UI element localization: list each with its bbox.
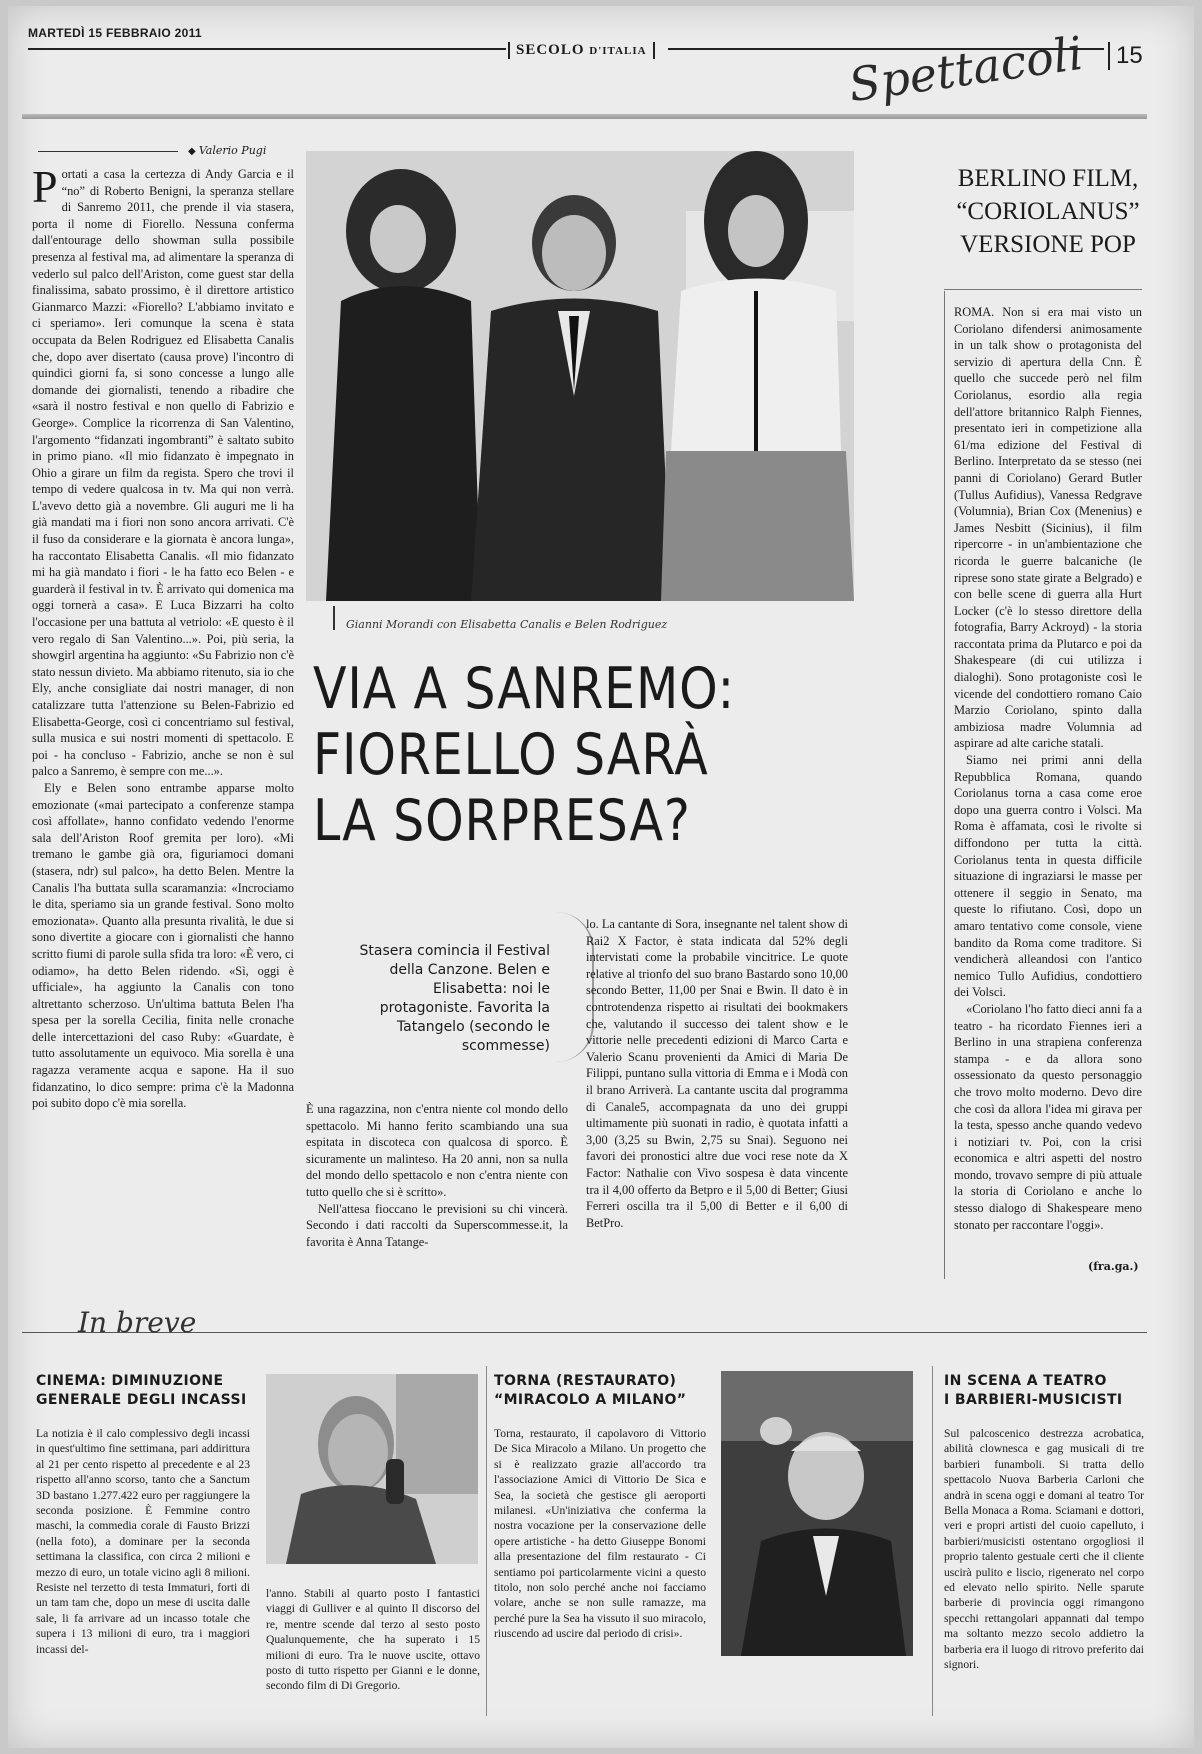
side-signature: (fra.ga.) xyxy=(1088,1260,1139,1273)
paragraph: Ely e Belen sono entrambe apparse molto emozionate («mai partecipato a conferenze stampa così affollate», hanno confidato vedendo l'enorme sala dell'Ariston Roof gremita per loro). «Mi tremano le gambe già ora, figuriamoci domani (stasera, ndr) sul palco», ha detto Belen. Mentre la Canalis l'ha buttata sulla scaramanzia: «Incrociamo le dita, speriamo sia un grande festival. Sono molto emozionata». Quanto alla presunta rivalità, le due si sono divertite a giocare con i giornalisti che hanno scritto fiumi di parole sulla sfida tra loro: «È vero, ci odiamo», ha detto Belen ridendo. «Sì, oggi è ufficiale», ha aggiunto la Canalis con tono altrettanto scherzoso. Un'ultima battuta Belen l'ha spesa per la sorella Cecilia, finita nelle cronache delle intercettazioni del caso Ruby: «Guardate, è tutto assolutamente un equivoco. Mia sorella è una ragazza veramente acqua e sapone. Ha il suo fidanzatino, lo dico sempre: prima c'è la Madonna poi subito dopo c'è mia sorella. xyxy=(32,780,294,1111)
side-headline-line: “CORIOLANUS” xyxy=(956,198,1140,225)
brief-title-line: I BARBIERI-MUSICISTI xyxy=(944,1392,1123,1408)
paragraph: ROMA. Non si era mai visto un Coriolano difendersi animosamente in un talk show o protagonista del servizio di apertura della Cnn. È quello che succede però nel film Coriolanus, esordio alla regia dell'attore britannico Ralph Fiennes, presentato ieri in competizione alla 61/ma edizione del Festival di Berlino. Interpretato da se stesso (nei panni di Coriolano) Gerard Butler (Tullus Aufidius), Vanessa Redgrave (Volumnia), Brian Cox (Menenius) e James Nesbitt (Sicinius), il film ripercorre - in un'ambientazione che ricorda le guerre balcaniche (le riprese sono state girate a Belgrado) e con belle scene di guerra alla Hurt Locker (c'è lo stesso direttore della fotografia, Barry Ackroyd) - la storia raccontata prima da Plutarco e poi da Shakespeare (di cui utilizza i dialoghi). Sono protagoniste così le vicende del condottiero romano Caio Marzio Coriolano, spinto dalla ambiziosa madre Volumnia ad aspirare ad alte cariche statali. xyxy=(954,305,1142,751)
article-column-3 xyxy=(586,916,848,1276)
section-name: Spettacoli xyxy=(845,25,1087,113)
paper-name: SECOLO xyxy=(516,42,585,58)
brief-photo-de-sica xyxy=(721,1371,913,1656)
brief-photo-brizzi xyxy=(266,1374,478,1564)
brief-title-line: CINEMA: DIMINUZIONE xyxy=(36,1373,224,1389)
byline-rule xyxy=(38,151,178,152)
photo-illustration xyxy=(721,1371,913,1656)
byline xyxy=(188,144,266,157)
paragraph: lo. La cantante di Sora, insegnante nel talent show di Rai2 X Factor, è stata indicata dal 52% degli intervistati come la probabile vincitrice. Le quote relative al trionfo del suo brano Bastardo sono 10,00 secondo Better, 11,00 per Snai e Bwin. Il dato è in controtendenza rispetto ai risultati dei bookmakers che, valutando il successo dei talent show e le vittorie nelle precedenti edizioni di Marco Carta e Valerio Scanu provenienti da Amici di Maria De Filippi, puntano sulla vittoria di Emma e i Modà con il brano Arriverà. La cantante uscita dal programma di Canale5, accompagnata da uno dei gruppi ultimamente più suonati in radio, è quotata infatti a 3,00 (3,25 su Bwin, 2,75 su Snai). Seguono nei favori dei pronostici altre due voci rese note da X Factor: Nathalie con Vivo sospesa è data vincente tra il 4,00 offerto da Betpro e il 5,00 di Better; Giusi Ferreri oscilla tra il 5,00 di Better e il 6,00 di BetPro. xyxy=(586,917,848,1230)
brief-title-line: GENERALE DEGLI INCASSI xyxy=(36,1392,247,1408)
main-photo xyxy=(306,151,854,601)
brief-text xyxy=(36,1426,250,1726)
brief-text xyxy=(944,1426,1144,1726)
column-divider xyxy=(486,1366,487,1716)
brief-title-line: “MIRACOLO A MILANO” xyxy=(494,1392,687,1408)
paper-suffix: D'ITALIA xyxy=(589,45,647,57)
paragraph: Siamo nei primi anni della Repubblica Romana, quando Coriolanus torna a casa come eroe dopo una guerra contro i Volsci. Ma Roma è affamata, così le rivolte si diffondono per tutta la città. Coriolanus tenta in questa difficile situazione di ingraziarsi le masse per ottenere il seggio in Senato, ma queste lo rifiutano. Così, dopo un amaro tentativo come console, viene bandito da Roma come traditore. Si vendicherà alleandosi con l'antico nemico Tullo Aufidius, condottiero dei Volsci. xyxy=(954,753,1142,1000)
brief-title xyxy=(944,1372,1154,1410)
article-column-1 xyxy=(32,166,294,1276)
diamond-icon: ◆ xyxy=(188,146,199,157)
headline xyxy=(313,656,735,854)
photo-caption: Gianni Morandi con Elisabetta Canalis e Belen Rodriguez xyxy=(346,618,668,631)
headline-line: LA SORPRESA? xyxy=(313,788,691,854)
article-column-2 xyxy=(306,1101,568,1281)
side-rule xyxy=(944,289,1142,290)
paragraph-text: ortati a casa la certezza di Andy Garcia e il “no” di Roberto Benigni, la speranza stellare di Sanremo 2011, che prende il via stasera, porta il nome di Fiorello. Nessuna conferma dall'entourage dello showman sulla possibile presenza al festival ma, ad alimentare la speranza di vederlo sul palco dell'Ariston, come guest star della finalissima, sabato prossimo, è il direttore artistico Gianmarco Mazzi: «Fiorello? L'abbiamo invitato e ci speriamo». Ieri comunque la scena è stata occupata da Belen Rodriguez ed Elisabetta Canalis che, dopo aver disertato (causa prove) l'incontro di quindici giorni fa, si sono concesse a lungo alle domande dei giornalisti, tenendo a ribadire che «sarà il nostro festival e non quello di Fabrizio e George». Complice la ricorrenza di San Valentino, l'argomento “fidanzati ingombranti” è saltato subito in primo piano. «Il mio fidanzato è impegnato in Ohio a girare un film da regista. Spero che trovi il tempo di vedere qualcosa in tv. Ma qui non verrà. L'avevo detto già a novembre. Gli auguri me li ha già mandati ma i fiori non sono ancora arrivati. C'è il fuso da considerare e la giornata è ancora lunga», ha raccontato Elisabetta Canalis. «Il mio fidanzato mi ha già mandato i fiori - le ha fatto eco Belen - e guarderà il festival in tv. È arrivato qui domenica ma oggi tornerà a casa». E Luca Bizzarri ha colto l'occasione per una battuta al vetriolo: «E questo è il vero regalo di San Valentino...». Poi, più seria, la showgirl argentina ha aggiunto: «Su Fabrizio non c'è stato nessun divieto. Ma abbiamo ritenuto, sia io che Ely, anche consigliate dai nostri manager, di non catalizzare tutta l'attenzione su Belen-Fabrizio ed Elisabetta-George, così ci concentriamo sul festival, sulla musica e sui nostri momenti di spettacolo. E poi - ha concluso - Fabrizio, anche se non è sul palco a Sanremo, è sempre con me...». xyxy=(32,167,294,779)
side-headline xyxy=(938,162,1158,261)
brief-text-continued xyxy=(266,1586,480,1716)
paragraph: l'anno. Stabili al quarto posto I fantastici viaggi di Gulliver e al quinto Il discorso del re, mentre scende dal terzo al sesto posto Qualunquemente, che ha superato i 15 milioni di euro. Tra le nuove uscite, ottavo posto di tutto rispetto per Gianni e le donne, secondo film di Di Gregorio. xyxy=(266,1587,480,1693)
issue-date: MARTEDÌ 15 FEBBRAIO 2011 xyxy=(28,26,202,40)
article-deck: Stasera comincia il Festival della Canzone. Belen e Elisabetta: noi le protagoniste. Favorita la Tatangelo (secondo le scommesse) xyxy=(359,943,550,1054)
paragraph: È una ragazzina, non c'entra niente col mondo dello spettacolo. Mi hanno ferito scambiando una sua espitata in discoteca con qualcosa di sporco. È sicuramente un malinteso. Ha 20 anni, non sa nulla del mondo dello spettacolo e non c'entra niente con tutto quello che si è scritto». xyxy=(306,1102,568,1199)
paragraph xyxy=(32,166,294,780)
brief-text xyxy=(494,1426,706,1716)
photo-illustration xyxy=(266,1374,478,1564)
byline-author: Valerio Pugi xyxy=(198,144,267,157)
newspaper-name xyxy=(508,42,655,59)
brief-title xyxy=(36,1372,256,1410)
paragraph: «Coriolano l'ho fatto dieci anni fa a teatro - ha ricordato Fiennes ieri a Berlino in una strapiena conferenza stampa - e da allora sono ossessionato da questo personaggio che trovo molto moderno. Devo dire che così da allora l'idea mi girava per la testa, spesso anche quando vedevo i notiziari tv. Poi, con la crisi economica e altri aspetti del nostro mondo, trovavo sempre di più attuale la storia di Coriolano e anche lo stesso dialogo di Shakespeare meno stonato per raccontare l'oggi». xyxy=(954,1001,1142,1232)
headline-line: VIA A SANREMO: xyxy=(313,656,736,722)
caption-bar xyxy=(333,606,335,630)
paragraph: Sul palcoscenico destrezza acrobatica, abilità clownesca e gag musicali di tre barbieri funamboli. Si tratta dello spettacolo Nuova Barberia Carloni che andrà in scena oggi e domani al teatro Tor Bella Monaca a Roma. Sciamani e dottori, veri e propri artisti del cuoio capelluto, i barbieri/musicisti ostentano orgogliosi il proprio talento gestuale certi che il cliente uscirà pulito e liscio, rigenerato nel corpo ed elevato nello spirito. Nelle sparute barberie di provincia oggi rimangono specchi rettangolari appannati dal tempo ma soltanto mezzo secolo addietro la barberia era il luogo di ritrovo preferito dai signori. xyxy=(944,1427,1144,1672)
header-rule-left xyxy=(28,48,506,50)
paragraph: Nell'attesa fioccano le previsioni su chi vincerà. Secondo i dati raccolti da Superscommesse.it, la favorita è Anna Tatange- xyxy=(306,1201,568,1249)
side-headline-line: VERSIONE POP xyxy=(960,231,1136,258)
paragraph: Torna, restaurato, il capolavoro di Vittorio De Sica Miracolo a Milano. Un progetto che si è realizzato grazie all'accordo tra l'associazione Amici di Vittorio De Sica e Sea, la società che gestisce gli aeroporti milanesi. «Un'iniziativa che conferma la nostra vocazione per la conservazione delle opere artistiche - ha detto Giuseppe Bonomi alla presentazione del film restaurato - Ci sentiamo poi particolarmente vicini a questo titolo, non solo perché anche noi facciamo volare, anche se non sulle ramazze, ma perché pure la Sea ha vissuto il suo miracolo, riuscendo ad uscire dal periodo di crisi». xyxy=(494,1427,706,1641)
brief-title-line: TORNA (RESTAURATO) xyxy=(494,1373,677,1389)
brief-title-line: IN SCENA A TEATRO xyxy=(944,1373,1107,1389)
brief-title xyxy=(494,1372,714,1410)
brief-label: In breve xyxy=(78,1306,197,1339)
column-divider xyxy=(932,1366,933,1716)
paragraph: La notizia è il calo complessivo degli incassi in quest'ultimo fine settimana, pari addirittura al 21 per cento rispetto al precedente e al 23 rispetto all'anno scorso, tanto che a Sanctum 3D bastano 1.277.422 euro per raggiungere la seconda posizione. È Femmine contro maschi, la commedia corale di Fausto Brizzi (nella foto), a dominare per la seconda settimana la classifica, con circa 2 milioni e mezzo di euro, un totale vicino agli 8 milioni. Resiste nel terzetto di testa Immaturi, forti di un tam tam che, dopo un mese di uscita dalle sale, li fa arrivare ad un incasso totale che supera i 13 milioni di euro, tra i maggiori incassi del- xyxy=(36,1427,250,1656)
side-article-text xyxy=(954,304,1142,1252)
side-headline-line: BERLINO FILM, xyxy=(957,165,1139,192)
dropcap: P xyxy=(32,166,58,212)
newspaper-page xyxy=(8,6,1194,1748)
photo-illustration xyxy=(306,151,854,601)
top-rule xyxy=(22,114,1147,119)
headline-line: FIORELLO SARÀ xyxy=(313,722,709,788)
page-number: 15 xyxy=(1108,42,1143,70)
